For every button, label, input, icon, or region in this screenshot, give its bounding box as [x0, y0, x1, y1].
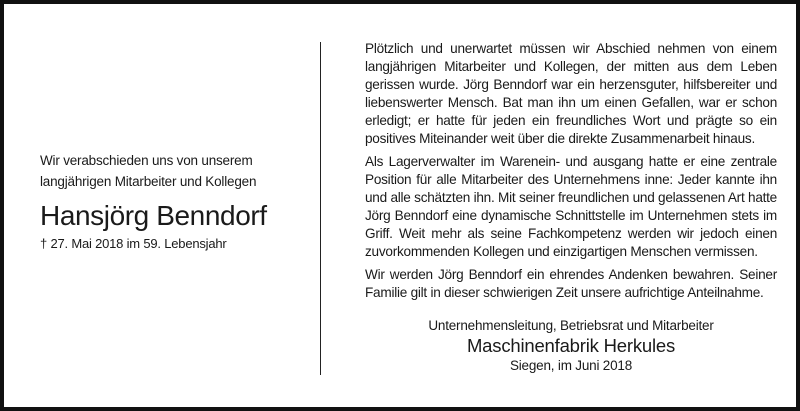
- paragraph-3: Wir werden Jörg Benndorf ein ehrendes Andenken bewahren. Seiner Familie gilt in dieser schwierigen Zeit unsere aufrichtige Anteilnahme.: [365, 267, 777, 300]
- notice-right-column: [365, 40, 777, 307]
- place-date: Siegen, im Juni 2018: [509, 358, 633, 373]
- paragraph-2: Als Lagerverwalter im Warenein- und ausgang hatte er eine zentrale Position für alle Mitarbeiter des Unternehmens inne: Jeder kannte ihn und alle schätzten ihn. Mit seiner freundlichen und gelassenen Art hatte Jörg Benndorf eine dynamische Schnittstelle im Unternehmen stets im Griff. Weit mehr als seine Fachkompetenz werden wir jedoch einen zuvorkommenden Kollegen und einzigartigen Menschen vermissen.: [365, 154, 777, 259]
- column-divider: [320, 42, 321, 375]
- death-date: † 27. Mai 2018 im 59. Lebensjahr: [40, 236, 227, 251]
- paragraph-1: Plötzlich und unerwartet müssen wir Abschied nehmen von einem langjährigen Mitarbeiter und Kollegen, der mitten aus dem Leben gerissen wurde. Jörg Benndorf war ein herzensguter, hilfsbereiter und liebenswerter Mensch. Bat man ihn um einen Gefallen, war er schon erledigt; er hatte für jeden ein freundliches Wort und prägte so ein positives Miteinander weit über die direkte Zusammenarbeit hinaus.: [365, 41, 777, 146]
- intro-line-2: langjährigen Mitarbeiter und Kollegen: [40, 174, 257, 189]
- intro-line-1: Wir verabschieden uns von unserem: [40, 153, 253, 168]
- notice-left-column: [40, 150, 300, 252]
- deceased-name: Hansjörg Benndorf: [40, 200, 267, 231]
- signature-line: Unternehmensleitung, Betriebsrat und Mitarbeiter: [428, 318, 714, 333]
- company-name: Maschinenfabrik Herkules: [466, 335, 676, 356]
- signature-block: [365, 317, 777, 375]
